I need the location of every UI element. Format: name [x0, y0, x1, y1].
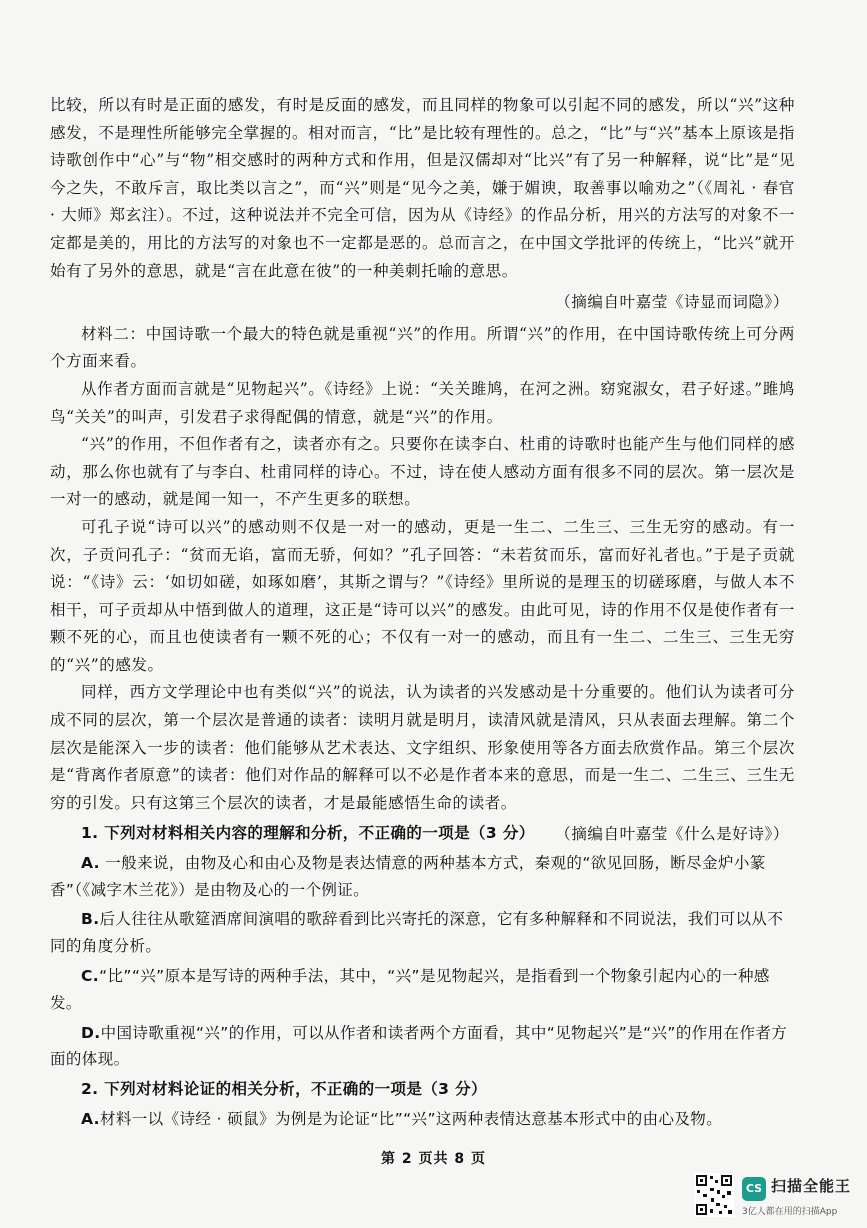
material-two-paragraph: 同样，西方文学理论中也有类似“兴”的说法，认为读者的兴发感动是十分重要的。他们认为读者可分成不同的层次，第一个层次是普通的读者：读明月就是明月，读清风就是清风，只从表面去理解。第二个层次是能深入一步的读者：他们能够从艺术表达、文字组织、形象使用等各方面去欣赏作品。第三个层次是“背离作者原意”的读者：他们对作品的解释可以不必是作者本来的意思，而是一生二、二生三、三生无穷的引发。只有这第三个层次的读者，才是最能感悟生命的读者。 [50, 683, 795, 812]
option-label: B. [81, 910, 100, 929]
material-two-paragraph: “兴”的作用，不但作者有之，读者亦有之。只要你在读李白、杜甫的诗歌时也能产生与他们同样的感动，那么你也就有了与李白、杜甫同样的诗心。不过，诗在使人感动方面有很多不同的层次。第一层次是一对一的感动，就是闻一知一，不产生更多的联想。 [50, 435, 795, 509]
question-2-option-a [50, 1106, 795, 1133]
material-two-paragraph: 可孔子说“诗可以兴”的感动则不仅是一对一的感动，更是一生二、二生三、三生无穷的感动。有一次，子贡问孔子：“贫而无谄，富而无骄，何如？”孔子回答：“未若贫而乐，富而好礼者也。”于是子贡就说：“《诗》云：‘如切如磋，如琢如磨’，其斯之谓与？”《诗经》里所说的是理玉的切磋琢磨，与做人本不相干，可子贡却从中悟到做人的道理，这正是“诗可以兴”的感发。由此可见，诗的作用不仅是使作者有一颗不死的心，而且也使读者有一颗不死的心；不仅有一对一的感动，而且有一生二、二生三、三生无穷的“兴”的感发。 [50, 517, 795, 674]
option-label: A. [81, 1109, 100, 1128]
material-one-tail: 比较，所以有时是正面的感发，有时是反面的感发，而且同样的物象可以引起不同的感发，所以“兴”这种感发，不是理性所能够完全掌握的。相对而言，“比”是比较有理性的。总之，“比”与“兴”基本上原该是指诗歌创作中“心”与“物”相交感时的两种方式和作用，但是汉儒却对“比兴”有了另一种解释，说“比”是“见今之失，不敢斥言，取比类以言之”，而“兴”则是“见今之美，嫌于媚谀，取善事以喻劝之”（《周礼 · 春官 · 大师》郑玄注）。不过，这种说法并不完全可信，因为从《诗经》的作品分析，用兴的方法写的对象不一定都是美的，用比的方法写的对象也不一定都是恶的。总而言之，在中国文学批评的传统上，“比兴”就开始有了另外的意思，就是“言在此意在彼”的一种美刺托喻的意思。 [50, 96, 795, 280]
scanner-tagline: 3亿人都在用的扫描App [742, 1207, 838, 1217]
qr-code-icon [694, 1173, 734, 1217]
option-text: 中国诗歌重视“兴”的作用，可以从作者和读者两个方面看，其中“见物起兴”是“兴”的作用在作者方面的体现。 [50, 1023, 788, 1069]
option-text: 后人往往从歌筵酒席间演唱的歌辞看到比兴寄托的深意，它有多种解释和不同说法，我们可以从不同的角度分析。 [50, 910, 784, 956]
page-number: 第 2 页共 8 页 [381, 1151, 486, 1167]
option-text: “比”“兴”原本是写诗的两种手法，其中，“兴”是见物起兴，是指看到一个物象引起内心的一种感发。 [50, 966, 770, 1012]
question-1-option-d [50, 1020, 795, 1074]
material-two-paragraph: 从作者方面而言就是“见物起兴”。《诗经》上说：“关关雎鸠，在河之洲。窈窕淑女，君子好逑。”雎鸠鸟“关关”的叫声，引发君子求得配偶的情意，就是“兴”的作用。 [50, 379, 795, 426]
option-label: A. [81, 853, 100, 872]
questions [50, 820, 795, 1136]
camscanner-logo-icon: CS [742, 1177, 766, 1201]
question-2-stem: 2. 下列对材料论证的相关分析，不正确的一项是（3 分） [81, 1080, 487, 1099]
scanner-app-name: 扫描全能王 [771, 1177, 852, 1195]
question-1-option-a [50, 850, 795, 904]
material-text [50, 92, 795, 853]
material-one-source: （摘编自叶嘉莹《诗显而词隐》） [555, 293, 789, 312]
material-two-source: （摘编自叶嘉莹《什么是好诗》） [555, 825, 789, 844]
question-1-option-b [50, 906, 795, 960]
question-1-option-c [50, 963, 795, 1017]
option-label: D. [81, 1023, 101, 1042]
material-two-intro: 材料二：中国诗歌一个最大的特色就是重视“兴”的作用。所谓“兴”的作用，在中国诗歌传统上可分两个方面来看。 [50, 324, 795, 371]
option-label: C. [81, 966, 100, 985]
option-text: 材料一以《诗经 · 硕鼠》为例是为论证“比”“兴”这两种表情达意基本形式中的由心及物。 [99, 1109, 723, 1128]
option-text: 一般来说，由物及心和由心及物是表达情意的两种基本方式，秦观的“欲见回肠，断尽金炉小篆香”（《减字木兰花》）是由物及心的一个例证。 [50, 853, 766, 899]
question-1-stem: 1. 下列对材料相关内容的理解和分析，不正确的一项是（3 分） [81, 824, 535, 842]
